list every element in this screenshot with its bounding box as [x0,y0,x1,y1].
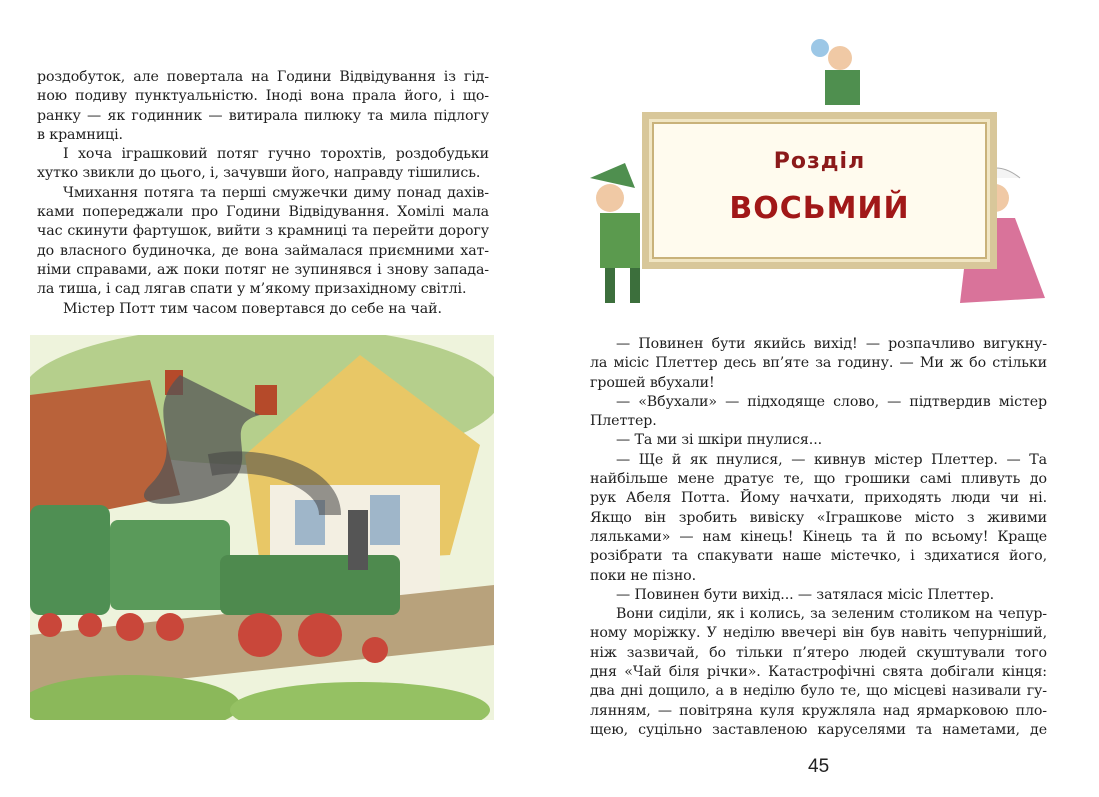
text-line: хутко звикли до цього, і, зачувши його, направду тішились. [37,165,481,182]
chapter-heading-illustration [575,28,1075,318]
text-line: Чмихання потяга та перші смужечки диму понад дахів- [63,184,489,201]
text-line: ляльками» — нам кінець! Кінець та й по всьому! Краще [590,528,1047,545]
text-line: рук Абеля Потта. Йому начхати, приходять люди чи ні. [590,490,1047,507]
text-line: лянням, — повітряна куля кружляла над ярмарковою пло- [590,702,1047,719]
text-line: ла тиша, і сад лягав спати у м’якому призахідному світлі. [37,281,467,298]
text-line: роздобуток, але повертала на Години Відвідування із гід- [37,69,489,85]
left-page-text [37,68,489,319]
text-line: щею, суцільно заставленою каруселями та наметами, де [590,721,1047,738]
text-line: ною подиву пунктуальністю. Іноді вона прала його, і що- [37,88,489,105]
text-line: поки не пізно. [590,567,697,584]
text-line: в крамниці. [37,126,123,143]
text-line: до власного будиночка, де вона займалася приємними хат- [37,242,489,259]
text-line: два дні дощило, а в неділю було те, що місцеві називали гу- [590,683,1047,700]
text-line: — «Вбухали» — підходяще слово, — підтвердив містер [616,393,1047,410]
text-line: — Ще й як пнулися, — кивнув містер Плеттер. — Та [616,451,1047,468]
text-line: Містер Потт тим часом повертався до себе на чай. [63,300,442,317]
text-line: час скинути фартушок, вийти з крамниці та перейти дорогу [37,223,489,240]
right-page-text [590,335,1047,740]
text-line: — Повинен бути якийсь вихід! — розпачливо вигукну- [616,336,1047,352]
text-line: ному моріжку. У неділю ввечері він був навіть чепурніший, [590,625,1047,642]
text-line: І хоча іграшковий потяг гучно торохтів, роздобудьки [63,146,489,163]
text-line: ранку — як годинник — витирала пилюку та мила підлогу [37,107,489,124]
text-line: найбільше мене дратує те, що грошики самі пливуть до [590,471,1047,488]
text-line: німи справами, аж поки потяг не зупинявся і знову запада- [37,261,489,278]
text-line: Плеттер. [590,413,657,430]
text-line: розібрати та спакувати наше містечко, і здихатися його, [590,548,1047,565]
text-line: Вони сиділи, як і колись, за зеленим столиком на чепур- [616,606,1047,623]
text-line: ками попереджали про Години Відвідування. Хомілі мала [37,204,489,221]
text-line: Якщо він зробить вивіску «Іграшкове місто з живими [590,509,1047,526]
chapter-label: Розділ [773,149,866,174]
chapter-title: ВОСЬМИЙ [729,191,910,226]
chapter-frame [642,112,997,269]
text-line: ла місіс Плеттер десь вп’яте за годину. — Ми ж бо стільки [590,355,1047,372]
text-line: — Та ми зі шкіри пнулися... [616,432,823,449]
text-line: ніж зазвичай, бо тільки п’ятеро людей скуштували того [590,644,1047,661]
page-number: 45 [808,756,830,777]
text-line: грошей вбухали! [590,374,715,391]
train-illustration [30,335,494,720]
text-line: дня «Чай біля річки». Катастрофічні свята добігали кінця: [590,664,1047,681]
text-line: — Повинен бути вихід... — затялася місіс Плеттер. [616,586,994,603]
